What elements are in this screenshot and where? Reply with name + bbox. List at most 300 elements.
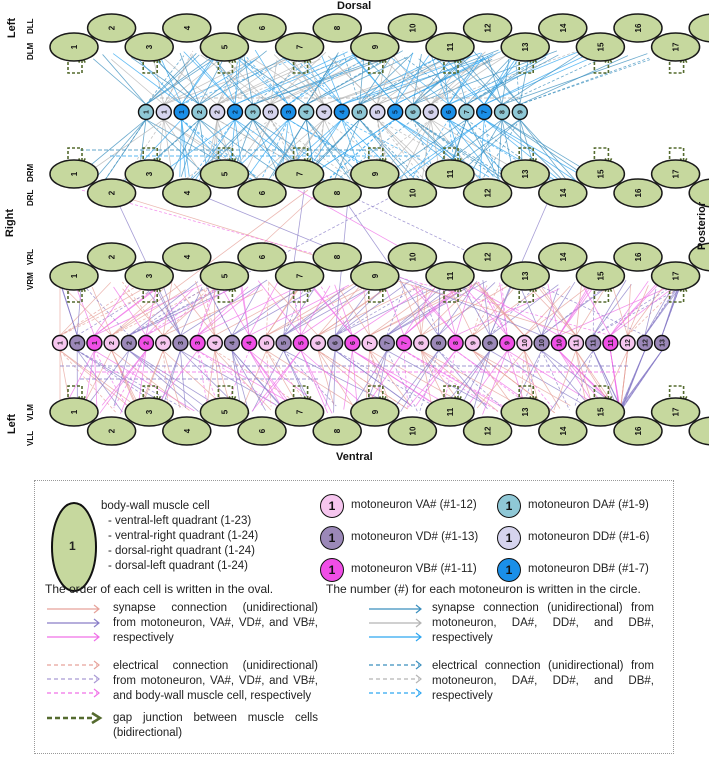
svg-text:4: 4 bbox=[339, 110, 347, 114]
vb-key-circle: 1 bbox=[320, 558, 344, 582]
svg-text:2: 2 bbox=[107, 428, 117, 434]
dorsal-motoneuron bbox=[495, 105, 510, 120]
svg-text:4: 4 bbox=[182, 190, 192, 196]
ventral-motoneuron bbox=[655, 336, 670, 351]
ventral-motoneuron bbox=[569, 336, 584, 351]
row-label-dlm: DLM bbox=[26, 42, 35, 60]
svg-text:11: 11 bbox=[446, 271, 455, 281]
ventral-motoneuron bbox=[190, 336, 205, 351]
muscle-cell bbox=[200, 160, 248, 188]
muscle-cell bbox=[464, 179, 512, 207]
va-key-circle: 1 bbox=[320, 494, 344, 518]
svg-text:7: 7 bbox=[295, 44, 305, 50]
svg-text:3: 3 bbox=[145, 409, 155, 415]
svg-text:17: 17 bbox=[671, 42, 681, 52]
svg-text:14: 14 bbox=[558, 252, 568, 262]
dorsal-motoneuron bbox=[423, 105, 438, 120]
muscle-cell bbox=[50, 33, 98, 61]
dorsal-motoneuron bbox=[334, 105, 349, 120]
posterior-label: Posterior bbox=[696, 201, 708, 251]
svg-text:10: 10 bbox=[408, 23, 418, 33]
dorsal-motoneuron bbox=[406, 105, 421, 120]
svg-text:14: 14 bbox=[558, 426, 568, 436]
svg-text:5: 5 bbox=[374, 110, 382, 114]
svg-text:1: 1 bbox=[70, 44, 79, 50]
muscle-cell bbox=[614, 179, 662, 207]
ventral-motoneuron bbox=[293, 336, 308, 351]
svg-text:5: 5 bbox=[357, 110, 365, 114]
svg-text:5: 5 bbox=[220, 273, 230, 279]
muscle-cell bbox=[200, 398, 248, 426]
muscle-cell bbox=[200, 262, 248, 290]
motoneurons bbox=[53, 105, 670, 351]
svg-text:8: 8 bbox=[333, 428, 343, 434]
svg-text:10: 10 bbox=[408, 188, 418, 198]
dorsal-motoneuron bbox=[210, 105, 225, 120]
ventral-motoneuron bbox=[362, 336, 377, 351]
svg-text:8: 8 bbox=[333, 25, 343, 31]
ventral-motoneuron bbox=[637, 336, 652, 351]
svg-text:3: 3 bbox=[177, 341, 185, 345]
svg-text:4: 4 bbox=[229, 341, 237, 345]
muscle-cell bbox=[614, 417, 662, 445]
row-label-vlm: VLM bbox=[26, 404, 35, 421]
dorsal-motoneuron bbox=[156, 105, 171, 120]
muscle-cell bbox=[125, 398, 173, 426]
muscle-quadrant-4: - dorsal-left quadrant (1-24) bbox=[108, 560, 248, 572]
dorsal-synapse-text: synapse connection (unidirectional) from motoneuron, DA#, DD#, and DB#, respectively bbox=[432, 602, 654, 644]
row-label-drm: DRM bbox=[26, 163, 35, 182]
svg-text:14: 14 bbox=[558, 188, 568, 198]
svg-text:11: 11 bbox=[590, 339, 598, 347]
muscle-cell bbox=[614, 14, 662, 42]
muscle-cell bbox=[426, 262, 474, 290]
svg-text:3: 3 bbox=[145, 44, 155, 50]
svg-text:6: 6 bbox=[349, 341, 357, 345]
svg-text:17: 17 bbox=[671, 407, 681, 417]
muscle-cell bbox=[539, 243, 587, 271]
muscle-cell bbox=[313, 179, 361, 207]
ventral-motoneuron bbox=[156, 336, 171, 351]
svg-text:7: 7 bbox=[295, 171, 305, 177]
muscle-cell bbox=[501, 262, 549, 290]
muscle-cell bbox=[388, 179, 436, 207]
svg-text:14: 14 bbox=[558, 23, 568, 33]
muscle-cell bbox=[238, 179, 286, 207]
svg-text:15: 15 bbox=[596, 42, 606, 52]
svg-text:9: 9 bbox=[370, 273, 380, 279]
muscle-cell bbox=[200, 33, 248, 61]
svg-text:11: 11 bbox=[446, 169, 455, 179]
ventral-motoneuron bbox=[500, 336, 515, 351]
svg-text:5: 5 bbox=[281, 341, 289, 345]
ventral-electrical-text: electrical connection (unidirectional) from motoneuron, VA#, VD#, and VB#, and body-wall muscle cell, respectively bbox=[113, 660, 318, 702]
svg-text:2: 2 bbox=[107, 254, 117, 260]
svg-text:6: 6 bbox=[258, 254, 267, 260]
svg-text:4: 4 bbox=[182, 25, 192, 31]
svg-text:8: 8 bbox=[333, 254, 343, 260]
ventral-motoneuron bbox=[328, 336, 343, 351]
muscle-cell bbox=[576, 398, 624, 426]
dorsal-motoneuron bbox=[245, 105, 260, 120]
svg-text:4: 4 bbox=[182, 254, 192, 260]
svg-text:3: 3 bbox=[250, 110, 258, 114]
svg-text:9: 9 bbox=[370, 409, 380, 415]
svg-text:15: 15 bbox=[596, 169, 606, 179]
muscle-cell bbox=[539, 417, 587, 445]
svg-text:11: 11 bbox=[607, 339, 615, 347]
muscle-cell bbox=[313, 14, 361, 42]
ventral-motoneuron bbox=[173, 336, 188, 351]
va-key-label: motoneuron VA# (#1-12) bbox=[351, 499, 477, 511]
svg-text:10: 10 bbox=[408, 252, 418, 262]
svg-text:15: 15 bbox=[596, 271, 606, 281]
muscle-note: The order of each cell is written in the oval. bbox=[45, 582, 274, 596]
svg-text:3: 3 bbox=[268, 110, 276, 114]
ventral-motoneuron bbox=[414, 336, 429, 351]
svg-text:2: 2 bbox=[143, 341, 151, 345]
svg-text:3: 3 bbox=[285, 110, 293, 114]
muscle-cells bbox=[50, 14, 709, 445]
muscle-cell bbox=[351, 160, 399, 188]
ventral-electrical-arrows bbox=[47, 659, 107, 705]
svg-text:2: 2 bbox=[126, 341, 134, 345]
svg-text:13: 13 bbox=[521, 407, 531, 417]
muscle-quadrant-2: - ventral-right quadrant (1-24) bbox=[108, 530, 259, 542]
ventral-motoneuron bbox=[70, 336, 85, 351]
svg-text:8: 8 bbox=[499, 110, 507, 114]
muscle-cell bbox=[125, 33, 173, 61]
svg-text:8: 8 bbox=[435, 341, 443, 345]
svg-text:7: 7 bbox=[463, 110, 471, 114]
row-label-drl: DRL bbox=[26, 189, 35, 206]
svg-text:2: 2 bbox=[232, 110, 240, 114]
dorsal-motoneuron bbox=[370, 105, 385, 120]
muscle-cell bbox=[313, 417, 361, 445]
svg-text:1: 1 bbox=[70, 409, 79, 415]
dorsal-motoneuron bbox=[139, 105, 154, 120]
svg-text:1: 1 bbox=[74, 341, 82, 345]
legend-panel bbox=[34, 480, 674, 754]
connection-lines bbox=[57, 50, 680, 415]
row-label-vrl: VRL bbox=[26, 249, 35, 265]
muscle-key-number: 1 bbox=[69, 539, 76, 553]
muscle-cell bbox=[163, 417, 211, 445]
svg-text:7: 7 bbox=[401, 341, 409, 345]
ventral-motoneuron bbox=[517, 336, 532, 351]
svg-text:4: 4 bbox=[303, 110, 311, 114]
muscle-cell bbox=[576, 262, 624, 290]
db-key-circle: 1 bbox=[497, 558, 521, 582]
muscle-cell bbox=[88, 14, 136, 42]
vb-key-label: motoneuron VB# (#1-11) bbox=[351, 563, 477, 575]
muscle-cell bbox=[351, 33, 399, 61]
dorsal-motoneuron bbox=[317, 105, 332, 120]
svg-text:11: 11 bbox=[446, 407, 455, 417]
muscle-cell bbox=[652, 262, 700, 290]
svg-text:4: 4 bbox=[182, 428, 192, 434]
muscle-title: body-wall muscle cell bbox=[101, 500, 210, 512]
muscle-cell bbox=[50, 160, 98, 188]
muscle-cell bbox=[388, 14, 436, 42]
svg-text:3: 3 bbox=[145, 273, 155, 279]
muscle-cell bbox=[539, 14, 587, 42]
svg-text:8: 8 bbox=[453, 341, 461, 345]
muscle-cell bbox=[88, 417, 136, 445]
dorsal-motoneuron bbox=[174, 105, 189, 120]
svg-text:6: 6 bbox=[332, 341, 340, 345]
muscle-cell bbox=[464, 14, 512, 42]
muscle-quadrant-3: - dorsal-right quadrant (1-24) bbox=[108, 545, 256, 557]
vd-key-label: motoneuron VD# (#1-13) bbox=[351, 531, 479, 543]
svg-text:16: 16 bbox=[634, 252, 643, 262]
svg-text:10: 10 bbox=[539, 339, 547, 347]
ventral-motoneuron bbox=[207, 336, 222, 351]
ventral-motoneuron bbox=[345, 336, 360, 351]
ventral-motoneuron bbox=[448, 336, 463, 351]
muscle-cell bbox=[576, 160, 624, 188]
muscle-cell bbox=[238, 14, 286, 42]
svg-text:9: 9 bbox=[470, 341, 478, 345]
svg-text:6: 6 bbox=[446, 110, 454, 114]
muscle-cell bbox=[464, 243, 512, 271]
svg-text:5: 5 bbox=[220, 171, 230, 177]
svg-text:5: 5 bbox=[392, 110, 400, 114]
muscle-quadrant-1: - ventral-left quadrant (1-23) bbox=[108, 515, 252, 527]
svg-text:7: 7 bbox=[295, 273, 305, 279]
ventral-motoneuron bbox=[104, 336, 119, 351]
gap-junction-arrow bbox=[47, 711, 107, 725]
ventral-motoneuron bbox=[259, 336, 274, 351]
svg-text:13: 13 bbox=[521, 169, 531, 179]
muscle-cell bbox=[426, 398, 474, 426]
dorsal-label: Dorsal bbox=[337, 0, 372, 12]
svg-text:2: 2 bbox=[107, 25, 117, 31]
svg-text:6: 6 bbox=[428, 110, 436, 114]
muscle-cell bbox=[614, 243, 662, 271]
dorsal-motoneuron bbox=[441, 105, 456, 120]
dd-key-label: motoneuron DD# (#1-6) bbox=[528, 531, 650, 543]
ventral-label: Ventral bbox=[336, 451, 373, 463]
svg-text:5: 5 bbox=[220, 409, 230, 415]
svg-text:1: 1 bbox=[70, 171, 79, 177]
muscle-cell bbox=[238, 243, 286, 271]
svg-text:12: 12 bbox=[642, 339, 650, 347]
dorsal-motoneuron bbox=[459, 105, 474, 120]
svg-text:10: 10 bbox=[556, 339, 564, 347]
svg-text:1: 1 bbox=[143, 110, 151, 114]
db-key-label: motoneuron DB# (#1-7) bbox=[528, 563, 649, 575]
side-left-top-label: Left bbox=[6, 17, 18, 39]
svg-text:6: 6 bbox=[258, 428, 267, 434]
ventral-motoneuron bbox=[620, 336, 635, 351]
muscle-cell bbox=[652, 398, 700, 426]
gap-junction-text: gap junction between muscle cells (bidirectional) bbox=[113, 712, 318, 739]
svg-text:12: 12 bbox=[625, 339, 633, 347]
muscle-cell bbox=[238, 417, 286, 445]
muscle-cell bbox=[50, 398, 98, 426]
svg-text:6: 6 bbox=[258, 25, 267, 31]
dorsal-electrical-text: electrical connection (unidirectional) from motoneuron, DA#, DD#, and DB#, respectively bbox=[432, 660, 654, 702]
muscle-cell bbox=[388, 417, 436, 445]
ventral-motoneuron bbox=[53, 336, 68, 351]
row-label-vrm: VRM bbox=[26, 272, 35, 290]
muscle-cell bbox=[501, 160, 549, 188]
svg-text:3: 3 bbox=[195, 341, 203, 345]
ventral-motoneuron bbox=[397, 336, 412, 351]
muscle-cell bbox=[276, 262, 324, 290]
svg-text:9: 9 bbox=[504, 341, 512, 345]
dorsal-motoneuron bbox=[281, 105, 296, 120]
ventral-synapse-text: synapse connection (unidirectional) from motoneuron, VA#, VD#, and VB#, respectively bbox=[113, 602, 318, 644]
muscle-cell bbox=[464, 417, 512, 445]
svg-text:8: 8 bbox=[418, 341, 426, 345]
ventral-motoneuron bbox=[379, 336, 394, 351]
muscle-cell bbox=[50, 262, 98, 290]
ventral-motoneuron bbox=[276, 336, 291, 351]
svg-text:13: 13 bbox=[521, 271, 531, 281]
dorsal-motoneuron bbox=[263, 105, 278, 120]
muscle-cell bbox=[426, 160, 474, 188]
dorsal-motoneuron bbox=[352, 105, 367, 120]
svg-text:5: 5 bbox=[220, 44, 230, 50]
svg-text:16: 16 bbox=[634, 23, 643, 33]
dd-key-circle: 1 bbox=[497, 526, 521, 550]
svg-text:12: 12 bbox=[483, 426, 493, 436]
dorsal-synapse-arrows bbox=[369, 603, 429, 649]
muscle-cell bbox=[426, 33, 474, 61]
svg-text:1: 1 bbox=[161, 110, 169, 114]
muscle-cell bbox=[276, 33, 324, 61]
ventral-motoneuron bbox=[534, 336, 549, 351]
svg-text:9: 9 bbox=[517, 110, 525, 114]
ventral-motoneuron bbox=[311, 336, 326, 351]
row-label-dll: DLL bbox=[26, 18, 35, 34]
svg-text:13: 13 bbox=[521, 42, 531, 52]
svg-text:4: 4 bbox=[321, 110, 329, 114]
svg-text:17: 17 bbox=[671, 271, 681, 281]
svg-text:15: 15 bbox=[596, 407, 606, 417]
ventral-motoneuron bbox=[431, 336, 446, 351]
ventral-motoneuron bbox=[603, 336, 618, 351]
svg-text:6: 6 bbox=[315, 341, 323, 345]
ventral-motoneuron bbox=[551, 336, 566, 351]
muscle-cell bbox=[163, 179, 211, 207]
ventral-motoneuron bbox=[139, 336, 154, 351]
svg-text:2: 2 bbox=[196, 110, 204, 114]
ventral-motoneuron bbox=[121, 336, 136, 351]
svg-text:4: 4 bbox=[212, 341, 220, 345]
muscle-cell bbox=[351, 262, 399, 290]
dorsal-electrical-arrows bbox=[369, 659, 429, 705]
da-key-circle: 1 bbox=[497, 494, 521, 518]
svg-text:11: 11 bbox=[446, 42, 455, 52]
ventral-synapse-arrows bbox=[47, 603, 107, 649]
ventral-motoneuron bbox=[242, 336, 257, 351]
neuron-note: The number (#) for each motoneuron is written in the circle. bbox=[326, 582, 641, 596]
dorsal-motoneuron bbox=[477, 105, 492, 120]
svg-text:4: 4 bbox=[246, 341, 254, 345]
side-right-label: Right bbox=[4, 208, 16, 238]
muscle-cell bbox=[276, 160, 324, 188]
muscle-cell bbox=[88, 179, 136, 207]
svg-text:2: 2 bbox=[109, 341, 117, 345]
svg-text:9: 9 bbox=[370, 44, 380, 50]
svg-text:5: 5 bbox=[263, 341, 271, 345]
svg-text:6: 6 bbox=[410, 110, 418, 114]
muscle-cell bbox=[388, 243, 436, 271]
dorsal-motoneuron bbox=[388, 105, 403, 120]
svg-text:16: 16 bbox=[634, 426, 643, 436]
muscle-cell bbox=[539, 179, 587, 207]
muscle-cell bbox=[163, 243, 211, 271]
muscle-cell bbox=[163, 14, 211, 42]
svg-text:8: 8 bbox=[333, 190, 343, 196]
row-label-vll: VLL bbox=[26, 430, 35, 446]
svg-text:1: 1 bbox=[70, 273, 79, 279]
ventral-motoneuron bbox=[87, 336, 102, 351]
dorsal-motoneuron bbox=[192, 105, 207, 120]
muscle-cell bbox=[351, 398, 399, 426]
svg-text:7: 7 bbox=[367, 341, 375, 345]
ventral-motoneuron bbox=[465, 336, 480, 351]
muscle-cell bbox=[276, 398, 324, 426]
svg-text:10: 10 bbox=[521, 339, 529, 347]
svg-text:13: 13 bbox=[659, 339, 667, 347]
svg-text:7: 7 bbox=[384, 341, 392, 345]
muscle-cell bbox=[576, 33, 624, 61]
svg-text:6: 6 bbox=[258, 190, 267, 196]
svg-text:9: 9 bbox=[487, 341, 495, 345]
svg-text:7: 7 bbox=[481, 110, 489, 114]
svg-text:2: 2 bbox=[214, 110, 222, 114]
svg-text:12: 12 bbox=[483, 188, 493, 198]
side-left-bottom-label: Left bbox=[6, 413, 18, 435]
ventral-motoneuron bbox=[586, 336, 601, 351]
svg-text:1: 1 bbox=[179, 110, 187, 114]
muscle-cell bbox=[501, 33, 549, 61]
ventral-motoneuron bbox=[483, 336, 498, 351]
svg-text:5: 5 bbox=[298, 341, 306, 345]
svg-text:12: 12 bbox=[483, 252, 493, 262]
svg-text:1: 1 bbox=[57, 341, 65, 345]
muscle-cell bbox=[125, 262, 173, 290]
svg-text:1: 1 bbox=[91, 341, 99, 345]
muscle-cell bbox=[652, 160, 700, 188]
muscle-cell bbox=[501, 398, 549, 426]
svg-text:2: 2 bbox=[107, 190, 117, 196]
svg-text:9: 9 bbox=[370, 171, 380, 177]
svg-text:11: 11 bbox=[573, 339, 581, 347]
svg-text:16: 16 bbox=[634, 188, 643, 198]
svg-text:10: 10 bbox=[408, 426, 418, 436]
svg-text:3: 3 bbox=[160, 341, 168, 345]
vd-key-circle: 1 bbox=[320, 526, 344, 550]
svg-text:17: 17 bbox=[671, 169, 681, 179]
ventral-motoneuron bbox=[225, 336, 240, 351]
dorsal-motoneuron bbox=[299, 105, 314, 120]
svg-text:3: 3 bbox=[145, 171, 155, 177]
svg-text:7: 7 bbox=[295, 409, 305, 415]
muscle-cell bbox=[88, 243, 136, 271]
dorsal-motoneuron bbox=[512, 105, 527, 120]
muscle-cell bbox=[652, 33, 700, 61]
da-key-label: motoneuron DA# (#1-9) bbox=[528, 499, 649, 511]
muscle-cell bbox=[313, 243, 361, 271]
svg-text:12: 12 bbox=[483, 23, 493, 33]
dorsal-motoneuron bbox=[228, 105, 243, 120]
muscle-cell bbox=[125, 160, 173, 188]
